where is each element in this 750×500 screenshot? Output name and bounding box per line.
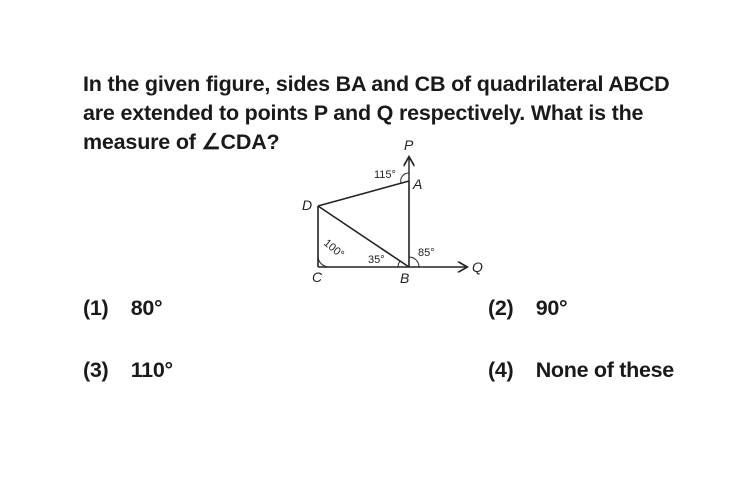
question-line-2: are extended to points P and Q respectively. What is the [83,101,644,125]
option-4-text: None of these [535,358,674,382]
angle-label-115: 115° [374,169,396,181]
geometry-figure [290,136,510,286]
answer-option-1[interactable] [83,296,162,321]
option-1-number: (1) [83,296,109,320]
option-2-text: 90° [535,296,568,320]
quadrilateral-diagram [290,136,510,286]
label-point-b: B [400,270,410,286]
answer-option-4[interactable] [488,358,674,383]
arc-angle-35 [398,261,400,267]
option-2-number: (2) [488,296,514,320]
arc-angle-100 [318,256,329,267]
answer-option-2[interactable] [488,296,567,321]
diagonal-db [318,206,409,267]
option-1-text: 80° [130,296,163,320]
question-line-1: In the given figure, sides BA and CB of quadrilateral ABCD [83,72,670,96]
label-point-c: C [312,269,323,285]
label-point-p: P [404,137,414,153]
label-point-a: A [413,176,423,192]
side-da [318,181,409,206]
option-3-text: 110° [130,358,173,382]
label-point-q: Q [472,259,483,275]
label-point-d: D [302,197,313,213]
answer-option-3[interactable] [83,358,173,383]
angle-label-85: 85° [418,247,435,259]
option-3-number: (3) [83,358,109,382]
option-4-number: (4) [488,358,514,382]
angle-label-100: 100° [321,237,347,261]
angle-label-35: 35° [368,254,385,266]
question-line-3: measure of ∠CDA? [83,130,280,154]
